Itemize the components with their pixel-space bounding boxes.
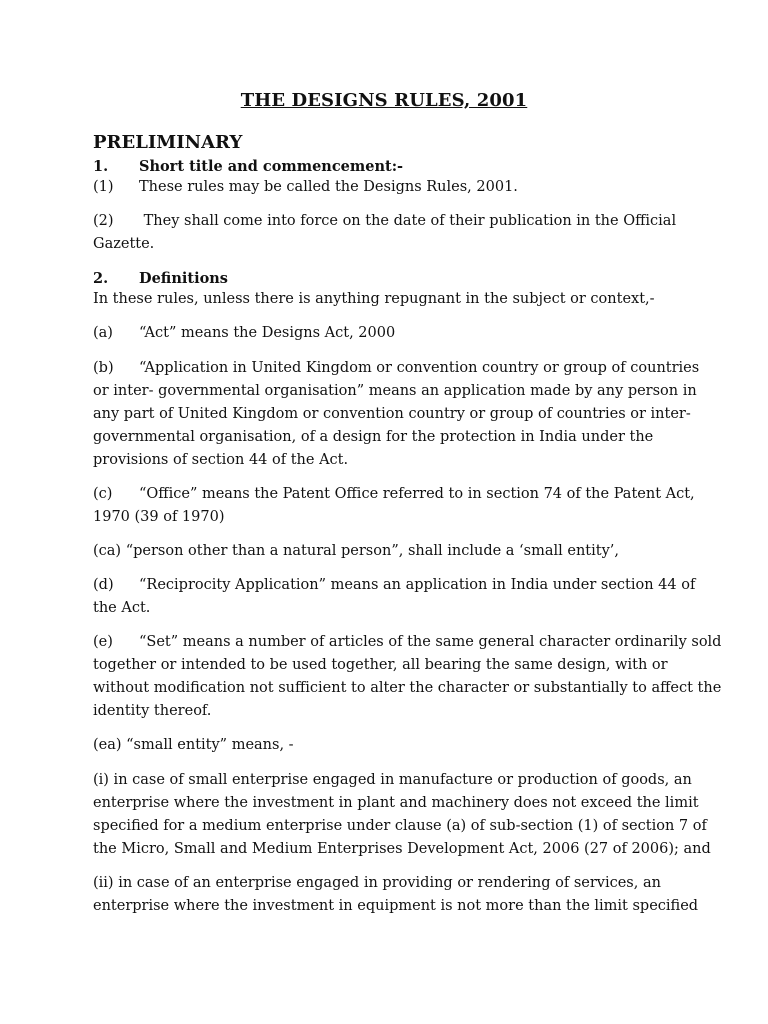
definition-e-line-2: together or intended to be used together, all bearing the same design, with or [93, 657, 668, 673]
definition-ea-i-line-2: enterprise where the investment in plant and machinery does not exceed the limit [93, 795, 699, 811]
definition-ea-i-line-1: (i) in case of small enterprise engaged in manufacture or production of goods, an [93, 772, 692, 788]
rule-1-heading [93, 155, 673, 178]
clause-text: These rules may be called the Designs Rules, 2001. [139, 179, 518, 195]
definition-ea-i-line-3: specified for a medium enterprise under clause (a) of sub-section (1) of section 7 of [93, 818, 707, 834]
clause-text: “Office” means the Patent Office referred to in section 74 of the Patent Act, [139, 486, 695, 502]
definition-c-line-1 [93, 483, 695, 506]
rule-heading-text: Definitions [139, 270, 228, 287]
definition-e-line-3: without modification not sufficient to alter the character or substantially to affect the [93, 680, 722, 696]
clause-text: “Reciprocity Application” means an application in India under section 44 of [139, 577, 696, 593]
clause-text: “Application in United Kingdom or convention country or group of countries [139, 360, 700, 376]
definition-ea: (ea) “small entity” means, - [93, 737, 294, 753]
clause-number: (b) [93, 360, 114, 376]
definition-b-line-2: or inter- governmental organisation” means an application made by any person in [93, 383, 697, 399]
definition-ea-i-line-4: the Micro, Small and Medium Enterprises Development Act, 2006 (27 of 2006); and [93, 841, 711, 857]
definition-b-line-3: any part of United Kingdom or convention country or group of countries or inter- [93, 406, 691, 422]
clause-number: (1) [93, 179, 114, 195]
definition-c-line-2: 1970 (39 of 1970) [93, 509, 225, 525]
rule-2-heading [93, 267, 673, 290]
document-title: THE DESIGNS RULES, 2001 [240, 90, 528, 111]
definition-ea-ii-line-2: enterprise where the investment in equipment is not more than the limit specified [93, 898, 699, 914]
clause-text: They shall come into force on the date of their publication in the Official [139, 213, 677, 229]
definition-d-line-1 [93, 574, 696, 597]
definition-b-line-4: governmental organisation, of a design for the protection in India under the [93, 429, 654, 445]
definition-ca: (ca) “person other than a natural person”, shall include a ‘small entity’, [93, 543, 620, 559]
clause-number: (a) [93, 325, 113, 341]
rule-1-2-line-2: Gazette. [93, 236, 155, 252]
clause-text: “Act” means the Designs Act, 2000 [139, 325, 396, 341]
rule-heading-text: Short title and commencement:- [139, 158, 404, 175]
definition-d-line-2: the Act. [93, 600, 151, 616]
definition-e-line-1 [93, 631, 722, 654]
clause-number: (2) [93, 213, 114, 229]
definition-a [93, 322, 673, 345]
definition-e-line-4: identity thereof. [93, 703, 212, 719]
clause-number: (d) [93, 577, 114, 593]
section-heading: PRELIMINARY [93, 132, 243, 153]
definition-b-line-5: provisions of section 44 of the Act. [93, 452, 349, 468]
rule-number: 1. [93, 158, 109, 175]
clause-number: (c) [93, 486, 113, 502]
rule-number: 2. [93, 270, 109, 287]
clause-number: (e) [93, 634, 113, 650]
clause-text: “Set” means a number of articles of the same general character ordinarily sold [139, 634, 722, 650]
definition-ea-ii-line-1: (ii) in case of an enterprise engaged in providing or rendering of services, an [93, 875, 661, 891]
rule-1-2-line-1 [93, 210, 677, 233]
rule-2-intro: In these rules, unless there is anything repugnant in the subject or context,- [93, 291, 655, 307]
definition-b-line-1 [93, 357, 700, 380]
rule-1-1 [93, 176, 673, 199]
